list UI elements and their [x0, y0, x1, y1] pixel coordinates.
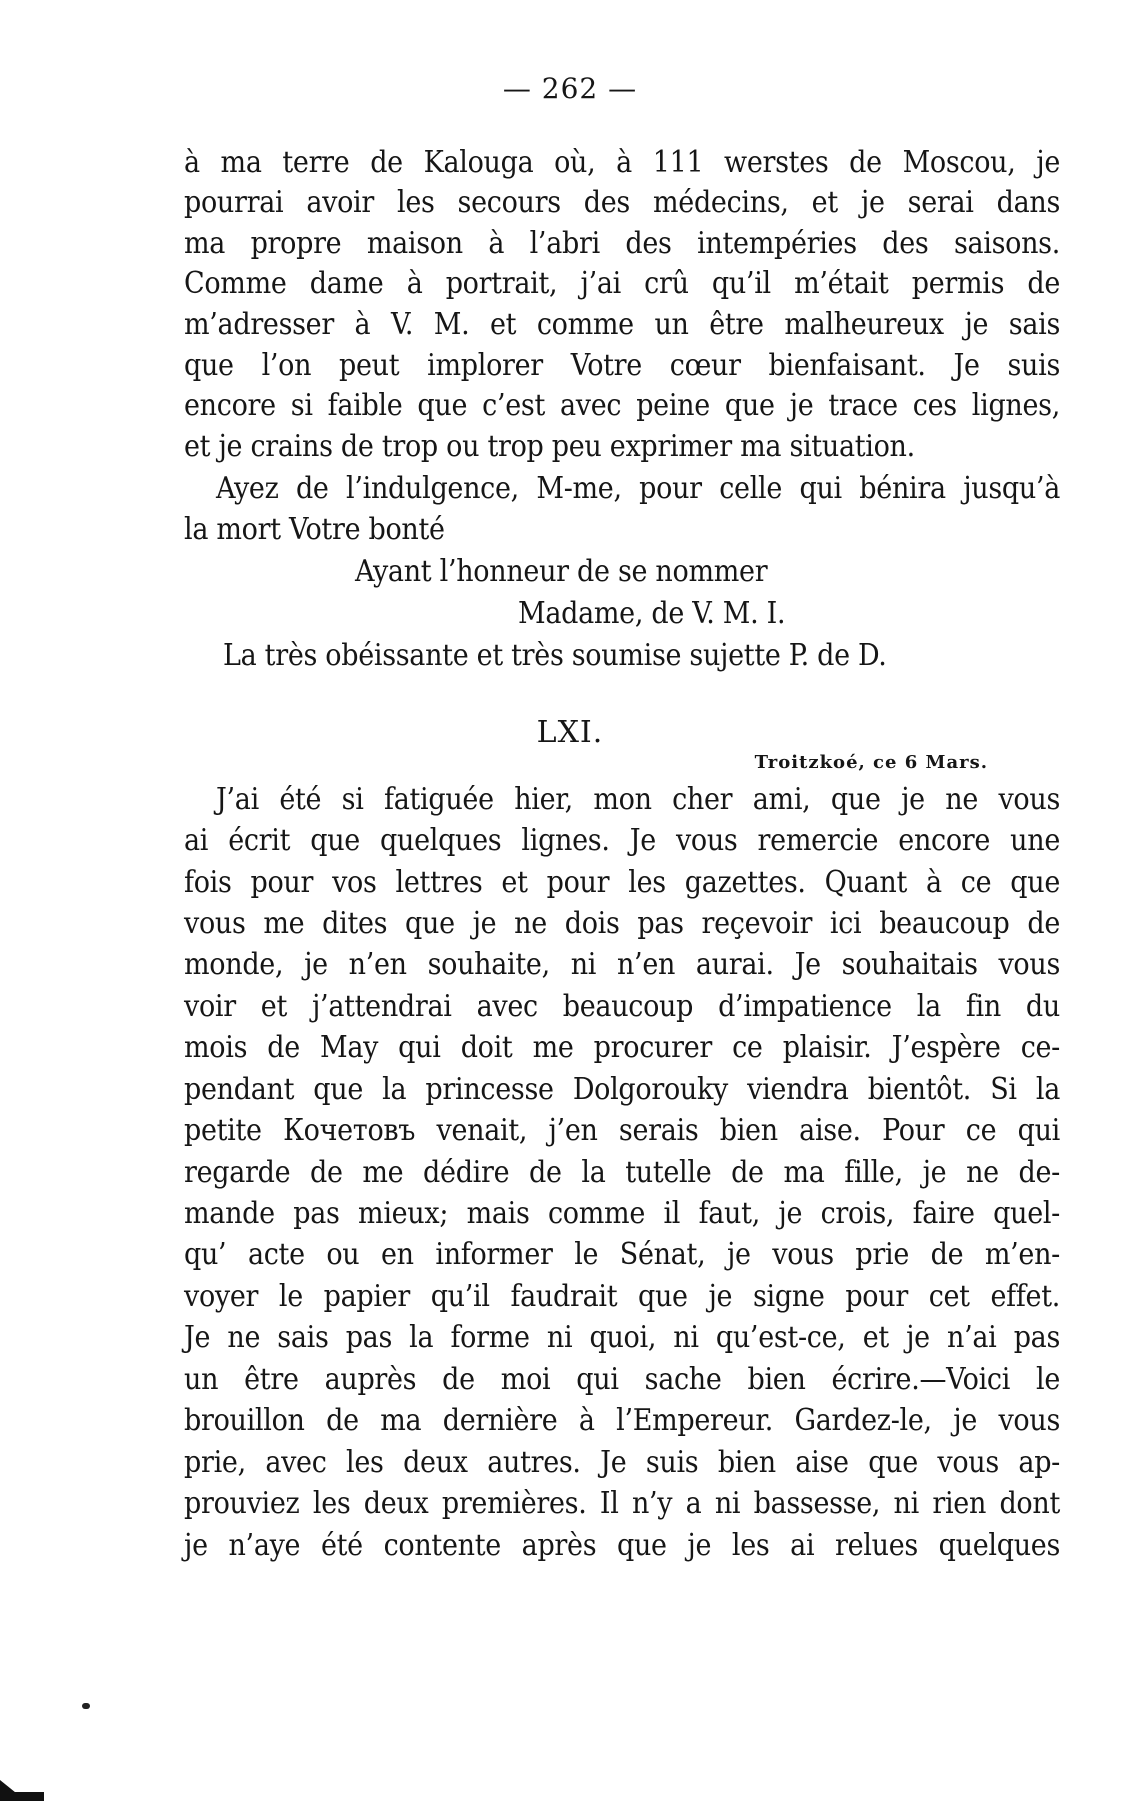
letter-heading: LXI.	[536, 715, 604, 750]
text-line: J’ai été si fatiguée hier, mon cher ami, que je ne vous	[216, 782, 1060, 817]
scan-speck	[82, 1703, 90, 1709]
text-line: monde, je n’en souhaite, ni n’en aurai. Je souhaitais vous	[184, 947, 1060, 982]
text-line: à ma terre de Kalouga où, à 111 werstes de Moscou, je	[184, 145, 1060, 180]
text-line: qu’ acte ou en informer le Sénat, je vous prie de m’en-	[184, 1237, 1060, 1272]
text-line: encore si faible que c’est avec peine que je trace ces lignes,	[184, 388, 1060, 423]
text-line: un être auprès de moi qui sache bien écrire.—Voici le	[184, 1362, 1060, 1397]
text-line: et je crains de trop ou trop peu exprimer ma situation.	[184, 429, 915, 464]
text-line: Je ne sais pas la forme ni quoi, ni qu’est-ce, et je n’ai pas	[184, 1320, 1060, 1355]
text-line: prie, avec les deux autres. Je suis bien aise que vous ap-	[184, 1445, 1060, 1480]
text-line: pendant que la princesse Dolgorouky viendra bientôt. Si la	[184, 1072, 1060, 1107]
text-line: voyer le papier qu’il faudrait que je signe pour cet effet.	[184, 1279, 1060, 1314]
text-line: prouviez les deux premières. Il n’y a ni bassesse, ni rien dont	[184, 1486, 1060, 1521]
signature-line: La très obéissante et très soumise sujette P. de D.	[223, 638, 887, 673]
text-line: que l’on peut implorer Votre cœur bienfaisant. Je suis	[184, 348, 1060, 383]
text-line: ai écrit que quelques lignes. Je vous remercie encore une	[184, 823, 1060, 858]
closing-address: Madame, de V. M. I.	[518, 596, 786, 631]
text-line: regarde de me dédire de la tutelle de ma fille, je ne de-	[184, 1155, 1060, 1190]
text-line: petite Кочетовъ venait, j’en serais bien aise. Pour ce qui	[184, 1113, 1060, 1148]
text-line: je n’aye été contente après que je les ai relues quelques	[184, 1528, 1060, 1563]
text-line: Comme dame à portrait, j’ai crû qu’il m’était permis de	[184, 266, 1060, 301]
text-line: ma propre maison à l’abri des intempéries des saisons.	[184, 226, 1060, 261]
text-line: voir et j’attendrai avec beaucoup d’impatience la fin du	[184, 989, 1060, 1024]
closing-formula: Ayant l’honneur de se nommer	[355, 554, 768, 589]
text-line: brouillon de ma dernière à l’Empereur. Gardez-le, je vous	[184, 1403, 1060, 1438]
text-line: mande pas mieux; mais comme il faut, je crois, faire quel-	[184, 1196, 1060, 1231]
text-line: mois de May qui doit me procurer ce plaisir. J’espère ce-	[184, 1030, 1060, 1065]
page-number: — 262 —	[502, 72, 638, 105]
text-line: vous me dites que je ne dois pas reçevoir ici beaucoup de	[184, 906, 1060, 941]
text-line: fois pour vos lettres et pour les gazettes. Quant à ce que	[184, 865, 1060, 900]
text-line: Ayez de l’indulgence, M-me, pour celle qui bénira jusqu’à	[216, 471, 1060, 506]
scan-corner-bar	[0, 1792, 44, 1801]
text-line: la mort Votre bonté	[184, 512, 445, 547]
letter-dateline: Troitzkoé, ce 6 Mars.	[754, 752, 988, 773]
text-line: m’adresser à V. M. et comme un être malheureux je sais	[184, 307, 1060, 342]
text-line: pourrai avoir les secours des médecins, et je serai dans	[184, 185, 1060, 220]
